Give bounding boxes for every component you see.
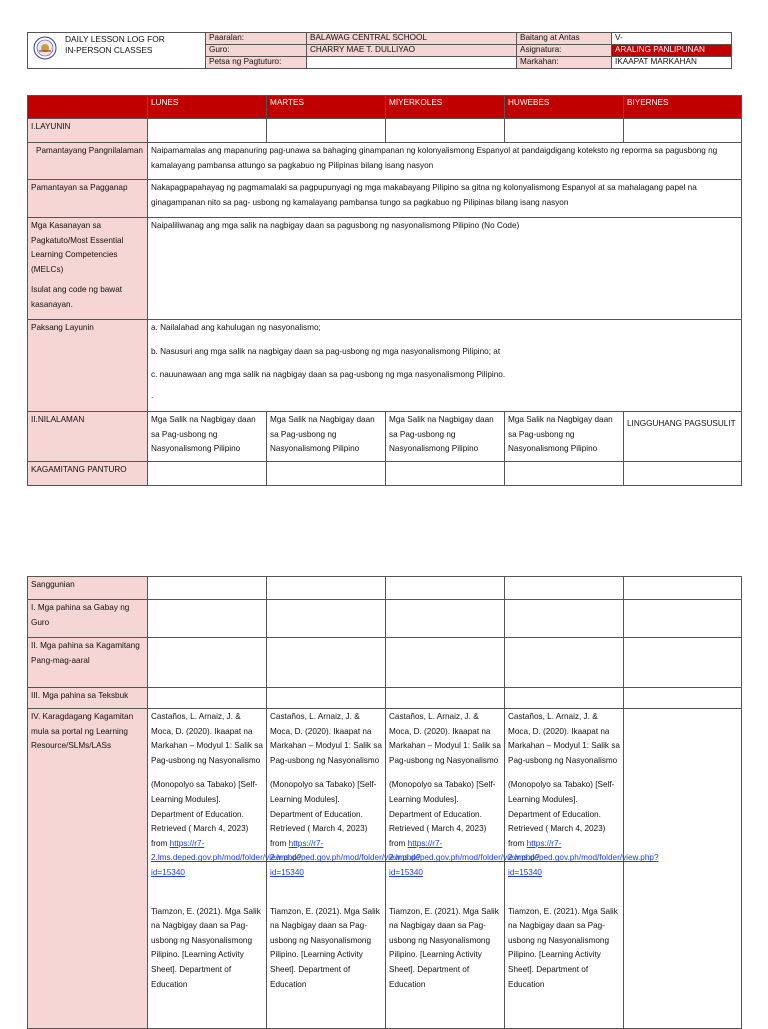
subject-label: Asignatura: bbox=[517, 45, 612, 57]
gabay-row bbox=[28, 600, 742, 638]
lesson-log-table bbox=[27, 95, 742, 486]
ref2-miyerkoles: (Monopolyo sa Tabako) [Self-Learning Modules]. Department of Education. Retrieved ( March 4, 2023) from https://r7-2.lms.deped.gov.ph/mod/folder/view.php?id=15340 bbox=[389, 780, 540, 877]
paksang-item-c: c. nauunawaan ang mga salik na nagbigay daan sa pag-usbong ng mga nasyonalismong Pilipino. bbox=[151, 370, 506, 380]
day-lunes: LUNES bbox=[148, 96, 267, 119]
ref1-martes: Castaños, L. Arnaiz, J. & Moca, D. (2020). Ikaapat na Markahan – Modyul 1: Salik sa Pag-usbong ng Nasyonalismo bbox=[270, 712, 382, 765]
header-logo-cell bbox=[28, 33, 206, 69]
ref-link-martes[interactable]: https://r7-2.lms.deped.gov.ph/mod/folder/view.php?id=15340 bbox=[270, 838, 421, 877]
ref2-martes: (Monopolyo sa Tabako) [Self-Learning Modules]. Department of Education. Retrieved ( March 4, 2023) from https://r7-2.lms.deped.gov.ph/mod/folder/view.php?id=15340 bbox=[270, 780, 421, 877]
paksang-label: Paksang Layunin bbox=[28, 320, 148, 412]
date-label: Petsa ng Pagtuturo: bbox=[206, 57, 307, 69]
pangnilalaman-row bbox=[28, 143, 742, 180]
ref1-lunes: Castaños, L. Arnaiz, J. & Moca, D. (2020). Ikaapat na Markahan – Modyul 1: Salik sa Pag-usbong ng Nasyonalismo bbox=[151, 712, 263, 765]
day-header-blank bbox=[28, 96, 148, 119]
pagganap-row bbox=[28, 180, 742, 218]
ref3-huwebes: Tiamzon, E. (2021). Mga Salik na Nagbigay daan sa Pag-usbong ng Nasyonalismong Pilipino. [Learning Activity Sheet]. Department of Education bbox=[508, 906, 618, 989]
day-biyernes: BIYERNES bbox=[624, 96, 742, 119]
nilalaman-row bbox=[28, 412, 742, 462]
paksang-item-b: b. Nasusuri ang mga salik na nagbigay daan sa pag-usbong ng mga nasyonalismong Pilipino; at bbox=[151, 346, 501, 356]
sanggunian-label: Sanggunian bbox=[28, 577, 148, 600]
header-title bbox=[65, 34, 195, 55]
nilalaman-miyerkoles: Mga Salik na Nagbigay daan sa Pag-usbong ng Nasyonalismong Pilipino bbox=[386, 412, 505, 462]
melc-row bbox=[28, 218, 742, 320]
kagamitan-pang-label: II. Mga pahina sa Kagamitang Pang-mag-aaral bbox=[28, 638, 148, 688]
references-table bbox=[27, 576, 742, 1029]
pangnilalaman-label: Pamantayang Pangnilalaman bbox=[28, 143, 148, 180]
pagganap-label: Pamantayan sa Pagganap bbox=[28, 180, 148, 218]
ref-link-huwebes[interactable]: https://r7-2.lms.deped.gov.ph/mod/folder/view.php?id=15340 bbox=[508, 838, 659, 877]
ref1-huwebes: Castaños, L. Arnaiz, J. & Moca, D. (2020). Ikaapat na Markahan – Modyul 1: Salik sa Pag-usbong ng Nasyonalismo bbox=[508, 712, 620, 765]
header-title-line1: DAILY LESSON LOG FOR bbox=[65, 34, 165, 44]
date-value bbox=[307, 57, 517, 69]
ref1-miyerkoles: Castaños, L. Arnaiz, J. & Moca, D. (2020). Ikaapat na Markahan – Modyul 1: Salik sa Pag-usbong ng Nasyonalismo bbox=[389, 712, 501, 765]
ref-cell-miyerkoles bbox=[386, 709, 540, 1029]
day-header-row bbox=[28, 96, 742, 119]
ref2-huwebes: (Monopolyo sa Tabako) [Self-Learning Modules]. Department of Education. Retrieved ( March 4, 2023) from https://r7-2.lms.deped.gov.ph/mod/folder/view.php?id=15340 bbox=[508, 780, 659, 877]
ref3-martes: Tiamzon, E. (2021). Mga Salik na Nagbigay daan sa Pag-usbong ng Nasyonalismong Pilipino. [Learning Activity Sheet]. Department of Education bbox=[270, 906, 380, 989]
grade-label: Baitang at Antas bbox=[517, 33, 612, 45]
teacher-label: Guro: bbox=[206, 45, 307, 57]
sanggunian-row bbox=[28, 577, 742, 600]
subject-value: ARALING PANLIPUNAN bbox=[612, 45, 732, 57]
nilalaman-martes: Mga Salik na Nagbigay daan sa Pag-usbong ng Nasyonalismong Pilipino bbox=[267, 412, 386, 462]
ref-link-miyerkoles[interactable]: https://r7-2.lms.deped.gov.ph/mod/folder/view.php?id=15340 bbox=[389, 838, 540, 877]
deped-seal-icon bbox=[33, 36, 57, 60]
ref3-lunes: Tiamzon, E. (2021). Mga Salik na Nagbigay daan sa Pag-usbong ng Nasyonalismong Pilipino. [Learning Activity Sheet]. Department of Education bbox=[151, 906, 261, 989]
ref-cell-biyernes bbox=[624, 709, 742, 1029]
karagdagang-label: IV. Karagdagang Kagamitan mula sa portal ng Learning Resource/SLMs/LASs bbox=[28, 709, 148, 1029]
grade-value: V- bbox=[612, 33, 732, 45]
teacher-value: CHARRY MAE T. DULLIYAO bbox=[307, 45, 517, 57]
ref2-lunes: (Monopolyo sa Tabako) [Self-Learning Modules]. Department of Education. Retrieved ( March 4, 2023) from https://r7-2.lms.deped.gov.ph/mod/folder/view.php?id=15340 bbox=[151, 780, 302, 877]
nilalaman-huwebes: Mga Salik na Nagbigay daan sa Pag-usbong ng Nasyonalismong Pilipino bbox=[505, 412, 624, 462]
quarter-value: IKAAPAT MARKAHAN bbox=[612, 57, 732, 69]
ref-cell-huwebes bbox=[505, 709, 659, 1029]
school-value: BALAWAG CENTRAL SCHOOL bbox=[307, 33, 517, 45]
paksang-dot: . bbox=[151, 390, 154, 400]
melc-label-cell bbox=[28, 218, 148, 320]
paksang-cell bbox=[148, 320, 742, 412]
pagganap-text: Nakapagpapahayag ng pagmamalaki sa pagpupunyagi ng mga makabayang Pilipino sa gitna ng kolonyalismong Espanyol at sa mahalagang papel na ginagampanan nito sa pag- usbong ng kamalayang pambansa tungo sa pagkabuo ng Pilipinas bilang isang nasyon bbox=[148, 180, 742, 218]
gabay-label: I. Mga pahina sa Gabay ng Guro bbox=[28, 600, 148, 638]
nilalaman-label: II.NILALAMAN bbox=[28, 412, 148, 462]
nilalaman-lunes: Mga Salik na Nagbigay daan sa Pag-usbong ng Nasyonalismong Pilipino bbox=[148, 412, 267, 462]
layunin-label: I.LAYUNIN bbox=[28, 119, 148, 143]
ref-cell-martes bbox=[267, 709, 421, 1029]
melc-label-note: Isulat ang code ng bawat kasanayan. bbox=[31, 285, 123, 309]
paksang-row bbox=[28, 320, 742, 412]
header-table bbox=[27, 32, 732, 69]
layunin-row bbox=[28, 119, 742, 143]
header-title-line2: IN-PERSON CLASSES bbox=[65, 44, 153, 55]
teksbuk-label: III. Mga pahina sa Teksbuk bbox=[28, 688, 148, 709]
paksang-item-a: a. Nailalahad ang kahulugan ng nasyonalismo; bbox=[151, 323, 321, 332]
karagdagang-row bbox=[28, 709, 742, 1029]
pangnilalaman-text: Naipamamalas ang mapanuring pag-unawa sa bahaging ginampanan ng kolonyalismong Espanyol at pandaigdigang koteksto ng reporma sa pagusbong ng kamalayang pambansa attungo sa pagkabuo ng Pilipinas bilang isang nasyon bbox=[148, 143, 742, 180]
ref-cell-lunes bbox=[148, 709, 302, 1029]
ref-link-lunes[interactable]: https://r7-2.lms.deped.gov.ph/mod/folder/view.php?id=15340 bbox=[151, 838, 302, 877]
quarter-label: Markahan: bbox=[517, 57, 612, 69]
day-martes: MARTES bbox=[267, 96, 386, 119]
teksbuk-row bbox=[28, 688, 742, 709]
ref3-miyerkoles: Tiamzon, E. (2021). Mga Salik na Nagbigay daan sa Pag-usbong ng Nasyonalismong Pilipino. [Learning Activity Sheet]. Department of Education bbox=[389, 906, 499, 989]
day-huwebes: HUWEBES bbox=[505, 96, 624, 119]
school-label: Paaralan: bbox=[206, 33, 307, 45]
melc-text: Naipaliliwanag ang mga salik na nagbigay daan sa pagusbong ng nasyonalismong Pilipino (No Code) bbox=[148, 218, 742, 320]
day-miyerkoles: MIYERKOLES bbox=[386, 96, 505, 119]
kagamitan-row bbox=[28, 462, 742, 486]
kagamitan-pang-row bbox=[28, 638, 742, 688]
kagamitan-label: KAGAMITANG PANTURO bbox=[28, 462, 148, 486]
melc-label: Mga Kasanayan sa Pagkatuto/Most Essential Learning Competencies (MELCs) bbox=[31, 221, 124, 274]
nilalaman-biyernes: LINGGUHANG PAGSUSULIT bbox=[624, 412, 742, 462]
